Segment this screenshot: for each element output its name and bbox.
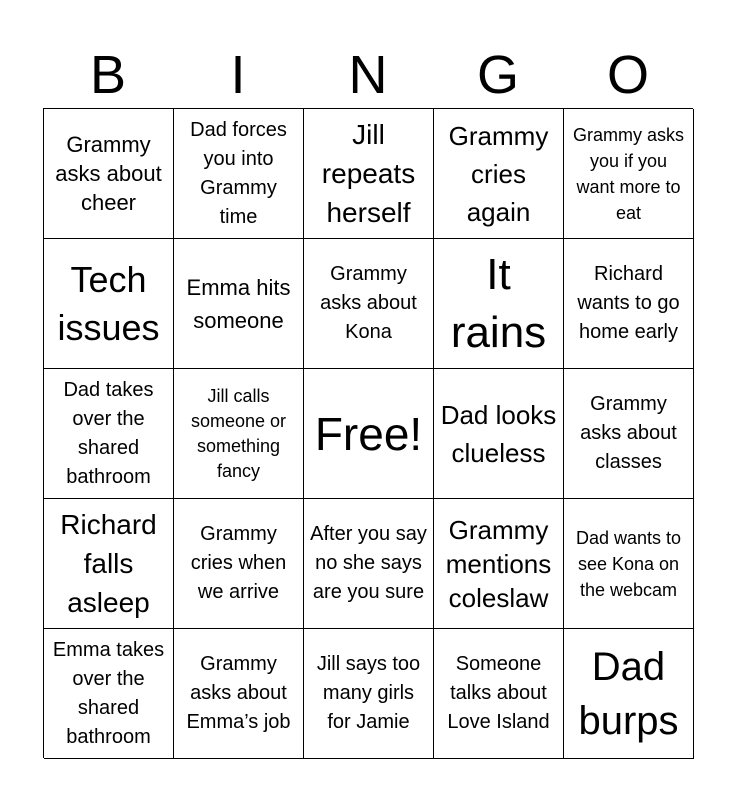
bingo-grid (43, 108, 693, 758)
bingo-cell-r5c5[interactable] (564, 629, 694, 759)
bingo-cell-r4c3[interactable] (304, 499, 434, 629)
bingo-cell-r5c1[interactable] (44, 629, 174, 759)
bingo-cell-r1c2[interactable] (174, 109, 304, 239)
cell-text: Grammy mentions coleslaw (445, 514, 552, 613)
cell-text: Jill calls someone or something fancy (190, 385, 287, 481)
cell-text: After you say no she says are you sure (310, 523, 427, 603)
cell-text: Free! (314, 407, 423, 460)
cell-text: Grammy asks about Emma’s job (186, 653, 291, 733)
cell-text: Grammy cries when we arrive (190, 523, 287, 603)
bingo-cell-r5c2[interactable] (174, 629, 304, 759)
cell-text: Richard falls asleep (60, 509, 157, 618)
header-letter-b: B (89, 45, 127, 105)
bingo-cell-r2c2[interactable] (174, 239, 304, 369)
cell-text: Dad takes over the shared bathroom (63, 378, 154, 488)
cell-text: Grammy asks about Kona (320, 263, 417, 343)
bingo-cell-r2c5[interactable] (564, 239, 694, 369)
cell-text: Dad wants to see Kona on the webcam (575, 527, 682, 600)
bingo-cell-r3c2[interactable] (174, 369, 304, 499)
cell-text: Richard wants to go home early (577, 263, 680, 343)
bingo-cell-r1c4[interactable] (434, 109, 564, 239)
header-letter-n: N (348, 45, 388, 105)
cell-text: Emma takes over the shared bathroom (52, 638, 165, 748)
header-letter-g: G (476, 45, 519, 105)
cell-text: Someone talks about Love Island (447, 653, 550, 733)
cell-text: Grammy asks you if you want more to eat (572, 124, 684, 223)
bingo-cell-r3c5[interactable] (564, 369, 694, 499)
cell-text: Grammy asks about classes (580, 393, 677, 473)
cell-text: Dad burps (578, 644, 679, 743)
bingo-cell-r2c4[interactable] (434, 239, 564, 369)
bingo-cell-r4c2[interactable] (174, 499, 304, 629)
cell-text: Jill says too many girls for Jamie (316, 653, 421, 733)
bingo-cell-r3c4[interactable] (434, 369, 564, 499)
bingo-cell-r4c5[interactable] (564, 499, 694, 629)
bingo-cell-r2c1[interactable] (44, 239, 174, 369)
bingo-cell-r2c3[interactable] (304, 239, 434, 369)
bingo-cell-r3c3[interactable] (304, 369, 434, 499)
cell-text: Dad forces you into Grammy time (190, 118, 287, 228)
cell-text: Emma hits someone (186, 274, 291, 333)
bingo-header (43, 44, 693, 106)
bingo-cell-r3c1[interactable] (44, 369, 174, 499)
bingo-cell-r4c4[interactable] (434, 499, 564, 629)
cell-text: Dad looks clueless (440, 399, 557, 468)
bingo-cell-r5c4[interactable] (434, 629, 564, 759)
bingo-cell-r1c5[interactable] (564, 109, 694, 239)
cell-text: Tech issues (57, 258, 160, 348)
cell-text: Grammy asks about cheer (55, 132, 162, 215)
bingo-cell-r1c3[interactable] (304, 109, 434, 239)
bingo-cell-r5c3[interactable] (304, 629, 434, 759)
bingo-cell-r4c1[interactable] (44, 499, 174, 629)
cell-text: It rains (450, 249, 547, 357)
bingo-cell-r1c1[interactable] (44, 109, 174, 239)
header-letter-i: I (230, 45, 246, 105)
header-letter-o: O (606, 45, 649, 105)
cell-text: Jill repeats herself (321, 119, 416, 228)
cell-text: Grammy cries again (448, 120, 549, 227)
